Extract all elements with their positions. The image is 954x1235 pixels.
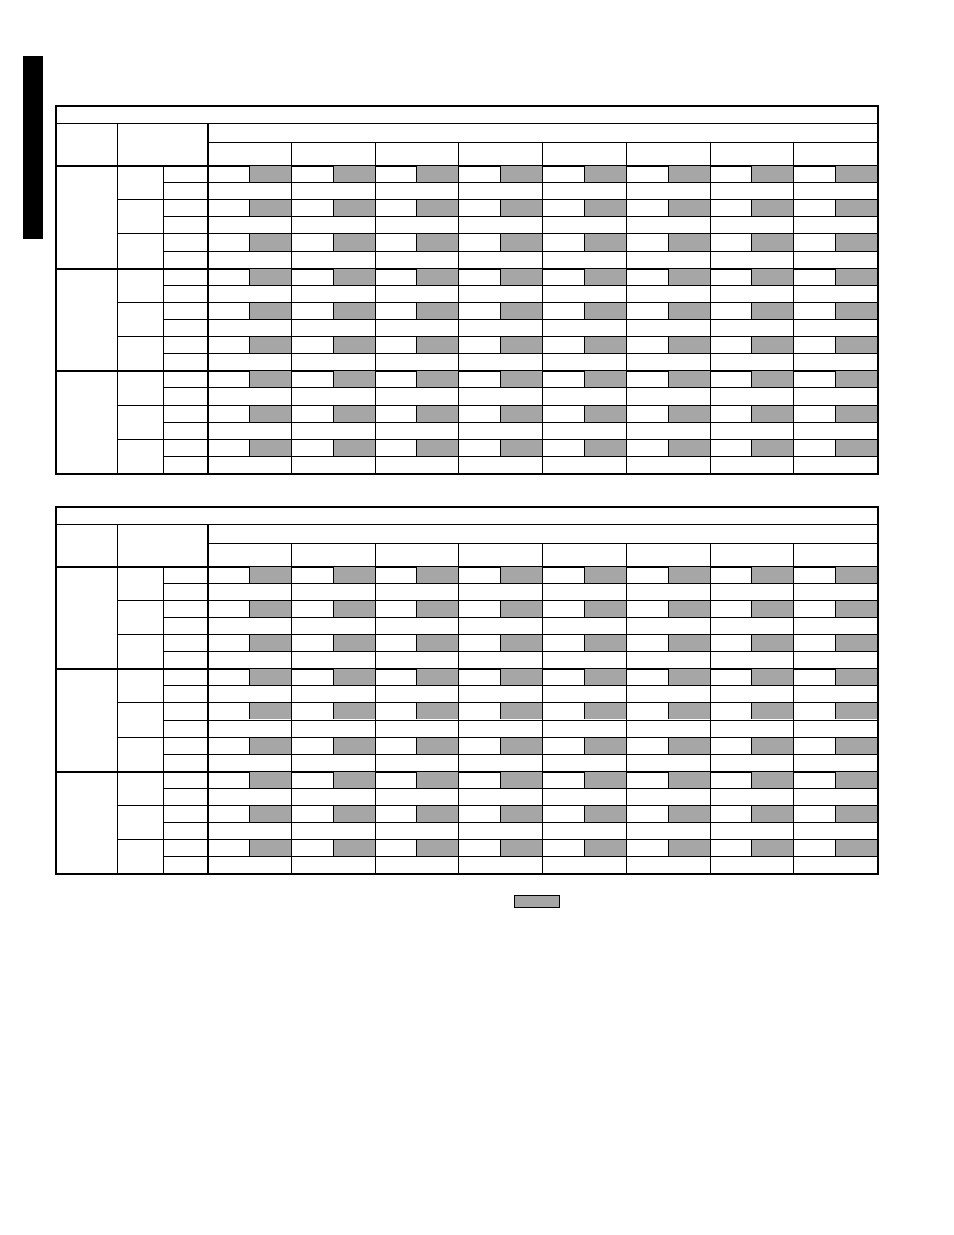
row-rule [163, 353, 877, 354]
shaded-cell [835, 772, 877, 788]
shaded-cell [751, 269, 793, 285]
shaded-cell [333, 635, 375, 651]
shaded-cell [249, 371, 291, 387]
row-rule [163, 251, 877, 252]
shaded-cell [416, 303, 458, 319]
shaded-cell [249, 669, 291, 685]
shaded-cell [668, 840, 710, 856]
column-divider [542, 142, 543, 473]
column-divider [710, 543, 711, 873]
shaded-cell [584, 601, 626, 617]
shaded-cell [668, 440, 710, 456]
row-rule [163, 720, 877, 721]
row-rule [163, 422, 877, 423]
row-rule [163, 685, 877, 686]
column-divider [793, 142, 794, 473]
shaded-cell [835, 166, 877, 182]
shaded-cell [416, 703, 458, 719]
shaded-cell [249, 234, 291, 250]
shaded-cell [333, 840, 375, 856]
shaded-cell [249, 303, 291, 319]
shaded-cell [249, 772, 291, 788]
shaded-cell [751, 371, 793, 387]
shaded-cell [584, 840, 626, 856]
shaded-cell [500, 200, 542, 216]
shaded-cell [584, 234, 626, 250]
shaded-cell [668, 703, 710, 719]
column-divider [207, 524, 209, 873]
shaded-cell [668, 567, 710, 583]
shaded-cell [249, 635, 291, 651]
shaded-cell [500, 406, 542, 422]
shaded-cell [249, 166, 291, 182]
shaded-cell [835, 269, 877, 285]
shaded-cell [333, 303, 375, 319]
header-rule [57, 524, 877, 525]
row-rule [163, 651, 877, 652]
shaded-cell [835, 635, 877, 651]
column-divider [710, 142, 711, 473]
legend-shaded-swatch [514, 895, 560, 908]
shaded-cell [333, 669, 375, 685]
shaded-cell [584, 738, 626, 754]
shaded-cell [416, 406, 458, 422]
shaded-cell [416, 772, 458, 788]
shaded-cell [751, 703, 793, 719]
shaded-cell [835, 738, 877, 754]
row-rule [163, 285, 877, 286]
shaded-cell [584, 806, 626, 822]
header-rule [57, 123, 877, 124]
shaded-cell [835, 234, 877, 250]
shaded-cell [416, 669, 458, 685]
shaded-cell [500, 806, 542, 822]
shaded-cell [751, 601, 793, 617]
column-divider [291, 142, 292, 473]
shaded-cell [751, 440, 793, 456]
column-divider [626, 543, 627, 873]
shaded-cell [751, 635, 793, 651]
shaded-cell [751, 840, 793, 856]
shaded-cell [584, 166, 626, 182]
shaded-cell [416, 166, 458, 182]
shaded-cell [751, 337, 793, 353]
shaded-cell [416, 601, 458, 617]
shaded-cell [751, 234, 793, 250]
shaded-cell [500, 738, 542, 754]
shaded-cell [333, 601, 375, 617]
shaded-cell [835, 337, 877, 353]
shaded-cell [416, 371, 458, 387]
shaded-cell [500, 303, 542, 319]
shaded-cell [835, 840, 877, 856]
column-divider [291, 543, 292, 873]
shaded-cell [584, 567, 626, 583]
shaded-cell [333, 806, 375, 822]
side-tab-marker [23, 56, 43, 239]
column-divider [375, 543, 376, 873]
shaded-cell [249, 337, 291, 353]
shaded-cell [500, 601, 542, 617]
shaded-cell [333, 440, 375, 456]
shaded-cell [416, 440, 458, 456]
shaded-cell [584, 703, 626, 719]
shaded-cell [416, 635, 458, 651]
shaded-cell [584, 303, 626, 319]
shaded-cell [500, 166, 542, 182]
shaded-cell [835, 669, 877, 685]
shaded-cell [333, 234, 375, 250]
shaded-cell [333, 772, 375, 788]
shaded-cell [668, 635, 710, 651]
shaded-cell [584, 406, 626, 422]
shaded-cell [835, 567, 877, 583]
shaded-cell [751, 567, 793, 583]
shaded-cell [584, 635, 626, 651]
shaded-cell [751, 200, 793, 216]
shaded-cell [584, 337, 626, 353]
shaded-cell [416, 200, 458, 216]
shaded-cell [249, 738, 291, 754]
column-divider [117, 123, 118, 473]
shaded-cell [668, 371, 710, 387]
shaded-cell [751, 166, 793, 182]
shaded-cell [668, 669, 710, 685]
shaded-cell [835, 806, 877, 822]
shaded-cell [751, 406, 793, 422]
shaded-cell [416, 840, 458, 856]
row-rule [163, 754, 877, 755]
column-divider [375, 142, 376, 473]
shaded-cell [751, 772, 793, 788]
shaded-cell [416, 234, 458, 250]
shaded-cell [249, 200, 291, 216]
shaded-cell [249, 440, 291, 456]
shaded-cell [333, 269, 375, 285]
shaded-cell [333, 371, 375, 387]
shaded-cell [584, 772, 626, 788]
shaded-cell [416, 738, 458, 754]
row-rule [163, 387, 877, 388]
shaded-cell [333, 200, 375, 216]
shaded-cell [584, 440, 626, 456]
shaded-cell [500, 269, 542, 285]
row-rule [163, 182, 877, 183]
row-rule [163, 788, 877, 789]
shaded-cell [249, 406, 291, 422]
shaded-cell [668, 601, 710, 617]
shaded-cell [668, 303, 710, 319]
shaded-cell [416, 337, 458, 353]
shaded-cell [668, 337, 710, 353]
shaded-cell [668, 166, 710, 182]
shaded-cell [835, 406, 877, 422]
shaded-cell [333, 738, 375, 754]
shaded-cell [668, 738, 710, 754]
shaded-cell [668, 406, 710, 422]
column-divider [793, 543, 794, 873]
shaded-cell [668, 269, 710, 285]
row-rule [163, 822, 877, 823]
column-divider [458, 142, 459, 473]
shaded-cell [668, 772, 710, 788]
shaded-cell [500, 234, 542, 250]
column-divider [458, 543, 459, 873]
shaded-cell [333, 166, 375, 182]
row-rule [163, 583, 877, 584]
shaded-cell [835, 200, 877, 216]
shaded-cell [249, 601, 291, 617]
shaded-cell [500, 840, 542, 856]
shaded-cell [249, 567, 291, 583]
row-rule [163, 216, 877, 217]
shaded-cell [500, 440, 542, 456]
shaded-cell [751, 738, 793, 754]
shaded-cell [584, 669, 626, 685]
shaded-cell [500, 337, 542, 353]
shaded-cell [416, 269, 458, 285]
row-rule [163, 319, 877, 320]
shaded-cell [500, 703, 542, 719]
shaded-cell [249, 703, 291, 719]
shaded-cell [835, 601, 877, 617]
shaded-cell [835, 371, 877, 387]
shaded-cell [668, 234, 710, 250]
shaded-cell [668, 200, 710, 216]
shaded-cell [333, 337, 375, 353]
shaded-cell [751, 303, 793, 319]
shaded-cell [668, 806, 710, 822]
column-divider [207, 123, 209, 473]
shaded-cell [751, 669, 793, 685]
row-rule [163, 617, 877, 618]
row-rule [163, 456, 877, 457]
shaded-cell [584, 200, 626, 216]
row-rule [163, 856, 877, 857]
column-divider [626, 142, 627, 473]
shaded-cell [835, 440, 877, 456]
shaded-cell [249, 269, 291, 285]
shaded-cell [584, 269, 626, 285]
shaded-cell [333, 703, 375, 719]
shaded-cell [249, 806, 291, 822]
shaded-cell [500, 567, 542, 583]
column-divider [117, 524, 118, 873]
shaded-cell [751, 806, 793, 822]
data-table-1 [55, 105, 879, 475]
shaded-cell [416, 567, 458, 583]
shaded-cell [249, 840, 291, 856]
shaded-cell [500, 669, 542, 685]
shaded-cell [416, 806, 458, 822]
shaded-cell [835, 703, 877, 719]
shaded-cell [333, 567, 375, 583]
column-divider [542, 543, 543, 873]
shaded-cell [500, 371, 542, 387]
shaded-cell [835, 303, 877, 319]
shaded-cell [500, 635, 542, 651]
shaded-cell [584, 371, 626, 387]
shaded-cell [500, 772, 542, 788]
shaded-cell [333, 406, 375, 422]
data-table-2 [55, 506, 879, 875]
